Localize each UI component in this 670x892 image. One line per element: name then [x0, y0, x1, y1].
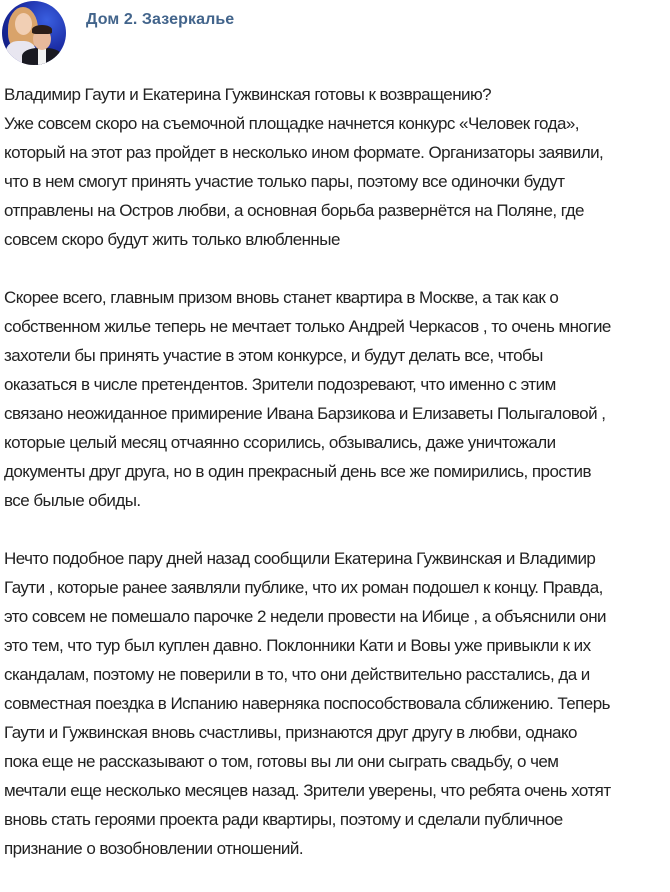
text-line: Нечто подобное пару дней назад сообщили Екатерина Гужвинская и Владимир — [4, 549, 596, 568]
text-line: которые целый месяц отчаянно ссорились, обзывались, даже уничтожали — [4, 433, 556, 452]
text-line: отправлены на Остров любви, а основная борьба развернётся на Поляне, где — [4, 201, 584, 220]
text-line: который на этот раз пройдет в несколько ином формате. Организаторы заявили, — [4, 143, 604, 162]
post-header — [0, 0, 670, 70]
post-body — [4, 80, 668, 892]
community-name-link[interactable]: Дом 2. Зазеркалье — [86, 11, 235, 28]
text-line: это совсем не помешало парочке 2 недели провести на Ибице , а объяснили они — [4, 607, 606, 626]
text-line: оказаться в числе претендентов. Зрители подозревают, что именно с этим — [4, 375, 556, 394]
text-line: документы друг друга, но в один прекрасный день все же помирились, простив — [4, 462, 591, 481]
text-line: связано неожиданное примирение Ивана Барзикова и Елизаветы Полыгаловой , — [4, 404, 606, 423]
text-line: собственном жилье теперь не мечтает только Андрей Черкасов , то очень многие — [4, 317, 611, 336]
text-line: совместная поездка в Испанию наверняка поспособствовала сближению. Теперь — [4, 694, 610, 713]
avatar-figure-hair-2 — [32, 25, 52, 34]
text-line: все былые обиды. — [4, 491, 141, 510]
text-line: захотели бы принять участие в этом конкурсе, и будут делать все, чтобы — [4, 346, 543, 365]
text-line: это тем, что тур был куплен давно. Поклонники Кати и Вовы уже привыкли к их — [4, 636, 591, 655]
text-line: что в нем смогут принять участие только пары, поэтому все одиночки будут — [4, 172, 565, 191]
paragraph-2 — [4, 283, 668, 515]
text-line: скандалам, поэтому не поверили в то, что они действительно расстались, да и — [4, 665, 590, 684]
post-headline: Владимир Гаути и Екатерина Гужвинская готовы к возвращению? — [4, 85, 492, 104]
text-line: мечтали еще несколько месяцев назад. Зрители уверены, что ребята очень хотят — [4, 781, 611, 800]
text-line: Скорее всего, главным призом вновь станет квартира в Москве, а так как о — [4, 288, 559, 307]
text-line: Гаути , которые ранее заявляли публике, что их роман подошел к концу. Правда, — [4, 578, 603, 597]
paragraph-3 — [4, 544, 668, 863]
avatar-figure-face — [15, 13, 32, 35]
text-line: Уже совсем скоро на съемочной площадке начнется конкурс «Человек года», — [4, 114, 579, 133]
text-line: Гаути и Гужвинская вновь счастливы, признаются друг другу в любви, однако — [4, 723, 577, 742]
avatar-figure-shirt — [38, 49, 46, 65]
community-avatar-icon[interactable] — [2, 1, 66, 65]
text-line: вновь стать героями проекта ради квартиры, поэтому и сделали публичное — [4, 810, 563, 829]
text-line: совсем скоро будут жить только влюбленные — [4, 230, 340, 249]
paragraph-1 — [4, 109, 668, 254]
text-line: пока еще не рассказывают о том, готовы вы ли они сыграть свадьбу, о чем — [4, 752, 559, 771]
text-line: признание о возобновлении отношений. — [4, 839, 304, 858]
